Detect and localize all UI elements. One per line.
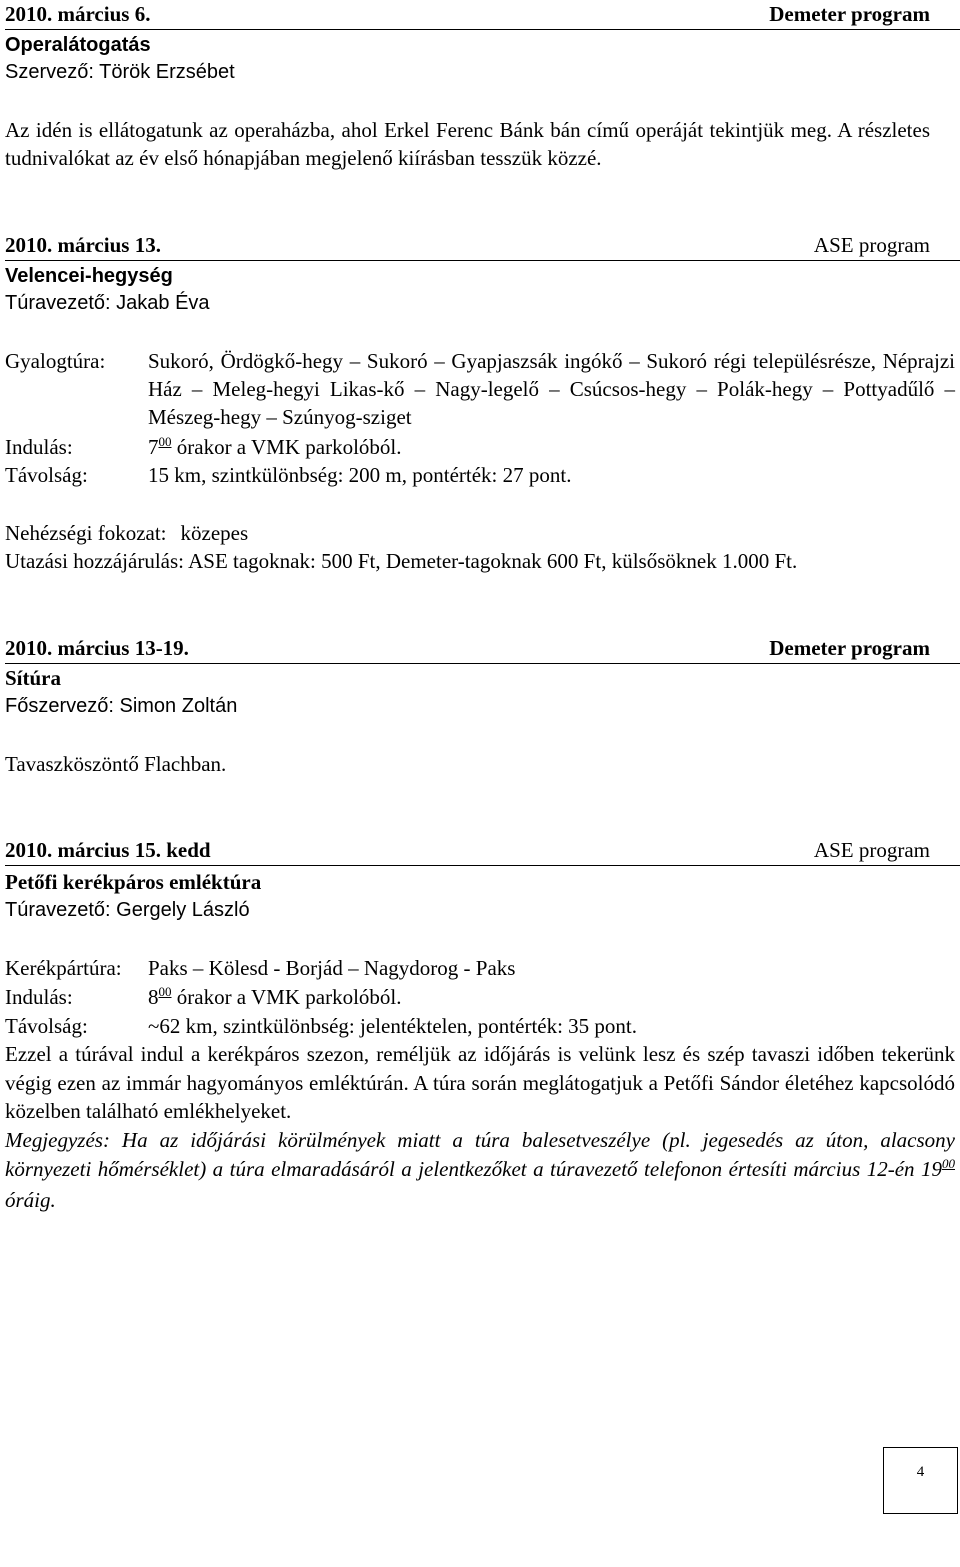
start-hour: 7 bbox=[148, 435, 159, 459]
route-label: Kerékpártúra: bbox=[5, 956, 122, 980]
start-label: Indulás: bbox=[5, 435, 73, 459]
distance-value: 15 km, szintkülönbség: 200 m, pontérték: 27 pont. bbox=[148, 463, 572, 487]
fee-row bbox=[5, 547, 797, 576]
event-organizer: Szervező: Török Erzsébet bbox=[5, 61, 235, 83]
route-label: Gyalogtúra: bbox=[5, 349, 106, 373]
fee-value: ASE tagoknak: 500 Ft, Demeter-tagoknak 600 Ft, külsősöknek 1.000 Ft. bbox=[188, 549, 798, 573]
event-description: Ezzel a túrával indul a kerékpáros szezon, reméljük az időjárás is velünk lesz és szép tavaszi időben tekerünk végig ezen az immár hagyományos emléktúrán. A túra során meglátogatjuk a Petőfi Sándor életéhez kapcsolódó közelben található emlékhelyeket. bbox=[5, 1042, 955, 1123]
event-title: Velencei-hegység bbox=[5, 265, 173, 287]
difficulty-label: Nehézségi fokozat: bbox=[5, 521, 167, 545]
distance-value: ~62 km, szintkülönbség: jelentéktelen, pontérték: 35 pont. bbox=[148, 1014, 638, 1038]
event-header-petofi bbox=[5, 836, 960, 866]
event-header-velencei bbox=[5, 231, 960, 261]
difficulty-row bbox=[5, 519, 248, 548]
start-label: Indulás: bbox=[5, 985, 73, 1009]
page-number: 4 bbox=[916, 1464, 925, 1480]
event-title: Operalátogatás bbox=[5, 34, 151, 56]
start-minute: 00 bbox=[158, 984, 172, 999]
start-minute: 00 bbox=[158, 434, 172, 449]
route-text: Sukoró, Ördögkő-hegy – Sukoró – Gyapjaszsák ingókő – Sukoró régi településrésze, Néprajzi Ház – Meleg-hegyi Likas-kő – Nagy-legelő – Csúcsos-hegy – Polák-hegy – Pottyadűlő – Mészeg-hegy – Szúnyog-sziget bbox=[148, 349, 955, 429]
event-organizer: Főszervező: Simon Zoltán bbox=[5, 695, 238, 717]
start-value bbox=[148, 983, 402, 1014]
event-program: ASE program bbox=[813, 838, 930, 862]
distance-label: Távolság: bbox=[5, 463, 88, 487]
event-date: 2010. március 15. kedd bbox=[5, 838, 211, 862]
event-header-situra bbox=[5, 634, 960, 664]
fee-label: Utazási hozzájárulás: bbox=[5, 549, 184, 573]
distance-label: Távolság: bbox=[5, 1014, 88, 1038]
event-date: 2010. március 13-19. bbox=[5, 636, 189, 660]
event-title: Petőfi kerékpáros emléktúra bbox=[5, 870, 262, 894]
event-date: 2010. március 6. bbox=[5, 2, 151, 26]
start-value bbox=[148, 433, 402, 464]
event-leader: Túravezető: Gergely László bbox=[5, 899, 250, 921]
note-text: Megjegyzés: Ha az időjárási körülmények miatt a túra balesetveszélye (pl. jegesedés az úton, alacsony környezeti hőmérséklet) a túra elmaradásáról a jelentkezőket a túravezető telefonon értesíti március 12-én 19 bbox=[5, 1128, 955, 1181]
note-minute: 00 bbox=[942, 1155, 955, 1171]
start-rest: órakor a VMK parkolóból. bbox=[176, 435, 402, 459]
event-header-operalatogatas bbox=[5, 0, 960, 30]
event-description: Az idén is ellátogatunk az operaházba, ahol Erkel Ferenc Bánk bán című operáját tekintjük meg. A részletes tudnivalókat az év első hónapjában megjelenő kiírásban tesszük közzé. bbox=[5, 118, 930, 170]
event-date: 2010. március 13. bbox=[5, 233, 161, 257]
start-rest: órakor a VMK parkolóból. bbox=[176, 985, 402, 1009]
event-leader: Túravezető: Jakab Éva bbox=[5, 292, 210, 314]
note-end: óráig. bbox=[5, 1188, 56, 1212]
event-program: Demeter program bbox=[769, 636, 930, 660]
event-program: Demeter program bbox=[769, 2, 930, 26]
route-text: Paks – Kölesd - Borjád – Nagydorog - Paks bbox=[148, 956, 516, 980]
event-program: ASE program bbox=[813, 233, 930, 257]
event-note bbox=[5, 1126, 955, 1215]
event-title: Sítúra bbox=[5, 666, 62, 690]
difficulty-value: közepes bbox=[180, 521, 249, 545]
event-description: Tavaszköszöntő Flachban. bbox=[5, 752, 227, 776]
start-hour: 8 bbox=[148, 985, 159, 1009]
